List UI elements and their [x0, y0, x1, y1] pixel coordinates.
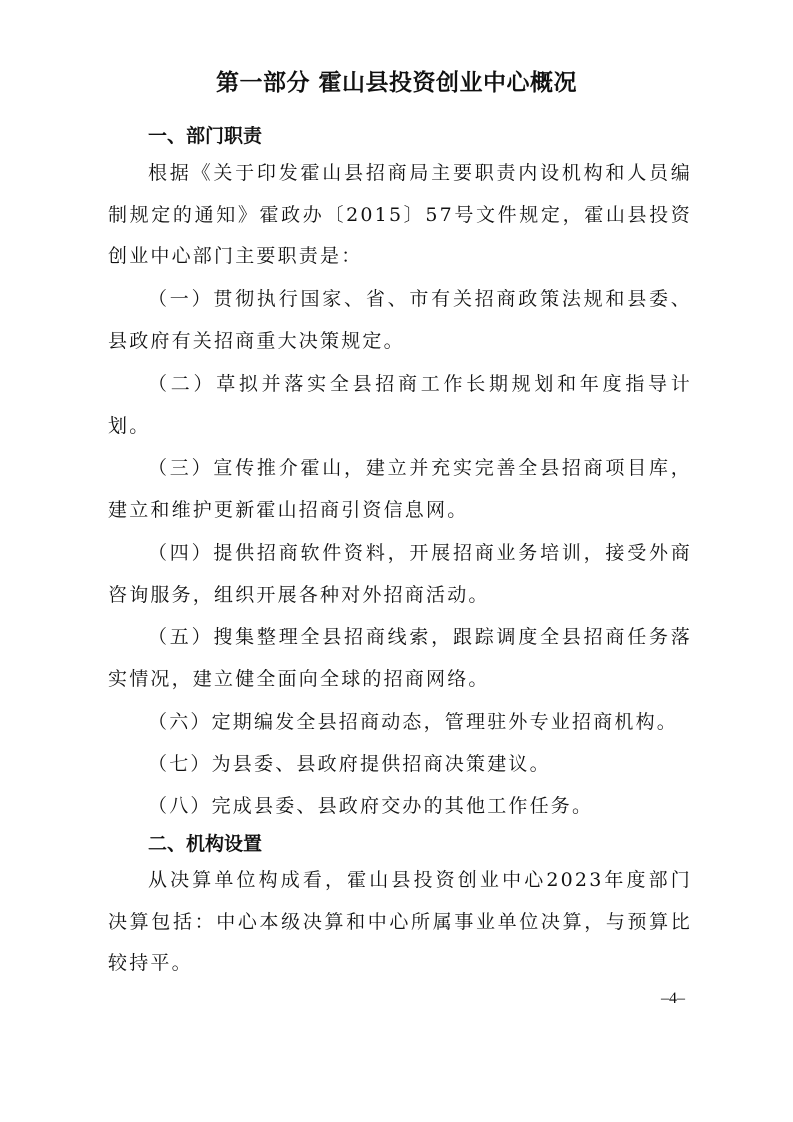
- duty-item-3: （三）宣传推介霍山，建立并充实完善全县招商项目库，建立和维护更新霍山招商引资信息网。: [108, 457, 692, 521]
- duty-item-6: （六）定期编发全县招商动态，管理驻外专业招商机构。: [148, 711, 679, 733]
- page-number: –4–: [661, 990, 685, 1007]
- duty-item-1: （一）贯彻执行国家、省、市有关招商政策法规和县委、县政府有关招商重大决策规定。: [108, 288, 692, 352]
- page-title: 第一部分 霍山县投资创业中心概况: [215, 70, 577, 96]
- duty-item-5: （五）搜集整理全县招商线索，跟踪调度全县招商任务落实情况，建立健全面向全球的招商网络。: [108, 626, 692, 690]
- duty-item-8: （八）完成县委、县政府交办的其他工作任务。: [148, 795, 594, 817]
- duty-item-7: （七）为县委、县政府提供招商决策建议。: [148, 753, 551, 775]
- section-heading-organization: 二、机构设置: [148, 833, 263, 855]
- duty-item-2: （二）草拟并落实全县招商工作长期规划和年度指导计划。: [108, 373, 692, 437]
- section-heading-duties: 一、部门职责: [148, 125, 263, 147]
- duties-intro-paragraph: 根据《关于印发霍山县招商局主要职责内设机构和人员编制规定的通知》霍政办〔2015〕57号文件规定，霍山县投资创业中心部门主要职责是：: [108, 162, 692, 267]
- organization-paragraph: 从决算单位构成看，霍山县投资创业中心2023年度部门决算包括：中心本级决算和中心所属事业单位决算，与预算比较持平。: [108, 869, 692, 974]
- duty-item-4: （四）提供招商软件资料，开展招商业务培训，接受外商咨询服务，组织开展各种对外招商活动。: [108, 542, 692, 606]
